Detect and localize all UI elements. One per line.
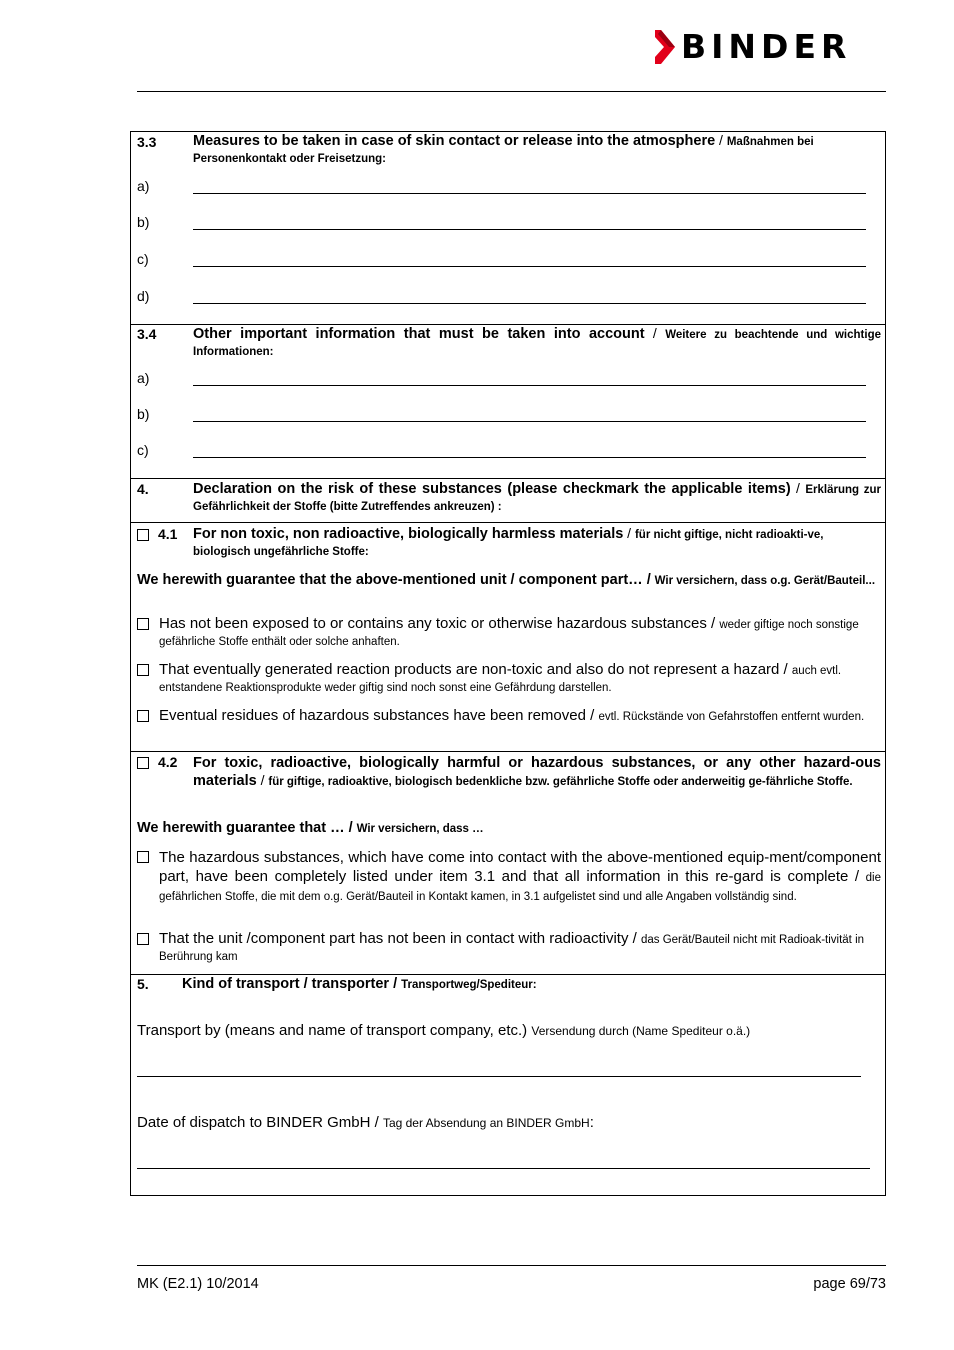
checkbox-not-exposed[interactable] bbox=[137, 618, 149, 630]
section-3-3 bbox=[131, 132, 885, 324]
section-title bbox=[193, 526, 881, 560]
section-4-2 bbox=[131, 751, 885, 975]
item-label: c) bbox=[137, 442, 149, 458]
section-number: 5. bbox=[137, 976, 149, 992]
transport-answer-line[interactable] bbox=[137, 1076, 861, 1077]
answer-line-d[interactable] bbox=[193, 303, 866, 304]
section-number: 4. bbox=[137, 481, 149, 497]
title-de: Erklärung zur Gefährlichkeit der Stoffe (bitte Zutreffendes ankreuzen) : bbox=[193, 484, 881, 513]
page-number: page 69/73 bbox=[813, 1276, 886, 1292]
section-title bbox=[193, 754, 881, 791]
title-de: für nicht giftige, nicht radioakti-ve, biologisch ungefährliche Stoffe: bbox=[193, 529, 824, 558]
guarantee-statement bbox=[137, 571, 881, 589]
check-en: That the unit /component part has not been in contact with radioactivity / bbox=[159, 930, 637, 947]
check-en: Has not been exposed to or contains any toxic or otherwise hazardous substances / bbox=[159, 615, 716, 632]
checkbox-reaction-products[interactable] bbox=[137, 664, 149, 676]
section-number: 3.4 bbox=[137, 326, 157, 342]
checkbox-residues-removed[interactable] bbox=[137, 710, 149, 722]
transport-en: Transport by (means and name of transport company, etc.) bbox=[137, 1022, 528, 1039]
dispatch-label bbox=[137, 1114, 594, 1131]
binder-logo-arrow-icon bbox=[655, 30, 675, 64]
title-de: für giftige, radioaktive, biologisch bedenkliche bzw. gefährliche Stoffe oder anderweitig ge-fährliche Stoffe. bbox=[268, 776, 853, 788]
title-sep: / bbox=[790, 480, 806, 496]
title-de: Transportweg/Spediteur: bbox=[401, 979, 537, 991]
section-number: 4.2 bbox=[158, 754, 178, 770]
title-de: Maßnahmen bei Personenkontakt oder Freisetzung: bbox=[193, 136, 814, 165]
answer-line-b[interactable] bbox=[193, 421, 866, 422]
item-label: a) bbox=[137, 370, 150, 386]
answer-line-a[interactable] bbox=[193, 193, 866, 194]
declaration-form bbox=[130, 131, 886, 1196]
check-de: weder giftige noch sonstige gefährliche Stoffe enthält oder solche anhaften. bbox=[159, 619, 859, 648]
checkbox-4-2[interactable] bbox=[137, 757, 149, 769]
check-text bbox=[159, 849, 881, 907]
check-de: auch evtl. entstandene Reaktionsprodukte weder giftig sind noch sonst eine Gefährdung darstellen. bbox=[159, 665, 842, 694]
binder-logo bbox=[655, 27, 887, 66]
header-rule bbox=[137, 91, 886, 92]
title-en: For non toxic, non radioactive, biologically harmless materials bbox=[193, 526, 624, 542]
section-title bbox=[182, 976, 537, 992]
section-title bbox=[193, 326, 881, 360]
checkbox-no-radioactivity[interactable] bbox=[137, 933, 149, 945]
section-title bbox=[193, 133, 881, 167]
title-en: For toxic, radioactive, biologically harmful or hazardous substances, or any other hazard-ous materials bbox=[193, 755, 881, 789]
title-en: Measures to be taken in case of skin contact or release into the atmosphere bbox=[193, 133, 716, 149]
dispatch-answer-line[interactable] bbox=[137, 1168, 870, 1169]
dispatch-de: Tag der Absendung an BINDER GmbH bbox=[382, 1116, 590, 1130]
item-label: d) bbox=[137, 288, 150, 304]
answer-line-b[interactable] bbox=[193, 229, 866, 230]
item-label: b) bbox=[137, 214, 150, 230]
check-de: evtl. Rückstände von Gefahrstoffen entfernt wurden. bbox=[598, 711, 865, 723]
dispatch-en: Date of dispatch to BINDER GmbH / bbox=[137, 1114, 379, 1131]
title-en: Kind of transport / transporter / bbox=[182, 976, 398, 992]
check-text bbox=[159, 931, 881, 965]
title-sep: / bbox=[623, 525, 635, 541]
section-4-1 bbox=[131, 522, 885, 752]
check-de: das Gerät/Bauteil nicht mit Radioak-tivität in Berührung kam bbox=[159, 934, 865, 963]
guarantee-statement bbox=[137, 819, 881, 837]
check-en: Eventual residues of hazardous substances have been removed / bbox=[159, 707, 595, 724]
brand-name: BINDER bbox=[681, 27, 852, 66]
title-sep: / bbox=[256, 772, 269, 788]
section-4 bbox=[131, 478, 885, 523]
title-sep: / bbox=[715, 132, 727, 148]
title-sep: / bbox=[644, 325, 666, 341]
checkbox-4-1[interactable] bbox=[137, 529, 149, 541]
title-en: Declaration on the risk of these substances (please checkmark the applicable items) bbox=[193, 481, 791, 497]
check-de: die gefährlichen Stoffe, die mit dem o.g. Gerät/Bauteil in Kontakt kamen, in 3.1 aufgelistet sind und alle Angaben vollständig sind. bbox=[159, 871, 881, 903]
transport-label bbox=[137, 1022, 750, 1039]
section-number: 3.3 bbox=[137, 134, 157, 150]
guarantee-en: We herewith guarantee that … / bbox=[137, 820, 353, 836]
guarantee-de: Wir versichern, dass … bbox=[356, 823, 484, 835]
section-number: 4.1 bbox=[158, 526, 178, 542]
check-text bbox=[159, 708, 881, 725]
checkbox-completely-listed[interactable] bbox=[137, 851, 149, 863]
check-en: That eventually generated reaction products are non-toxic and also do not represent a hazard / bbox=[159, 661, 788, 678]
guarantee-en: We herewith guarantee that the above-mentioned unit / component part… / bbox=[137, 572, 651, 588]
section-5 bbox=[131, 974, 885, 1196]
title-en: Other important information that must be taken into account bbox=[193, 326, 645, 342]
document-version: MK (E2.1) 10/2014 bbox=[137, 1276, 259, 1292]
dispatch-colon: : bbox=[589, 1114, 594, 1131]
check-text bbox=[159, 616, 881, 650]
title-de: Weitere zu beachtende und wichtige Informationen: bbox=[193, 329, 881, 358]
answer-line-a[interactable] bbox=[193, 385, 866, 386]
transport-de: Versendung durch (Name Spediteur o.ä.) bbox=[531, 1024, 751, 1038]
footer-rule bbox=[137, 1265, 886, 1266]
answer-line-c[interactable] bbox=[193, 457, 866, 458]
item-label: b) bbox=[137, 406, 150, 422]
item-label: a) bbox=[137, 178, 150, 194]
check-en: The hazardous substances, which have come into contact with the above-mentioned equip-ment/component part, have been completely listed under item 3.1 and that all information in this re-gard is complete / bbox=[159, 849, 881, 885]
answer-line-c[interactable] bbox=[193, 266, 866, 267]
check-text bbox=[159, 662, 881, 696]
section-title bbox=[193, 481, 881, 515]
section-3-4 bbox=[131, 324, 885, 479]
item-label: c) bbox=[137, 251, 149, 267]
guarantee-de: Wir versichern, dass o.g. Gerät/Bauteil... bbox=[654, 575, 876, 587]
